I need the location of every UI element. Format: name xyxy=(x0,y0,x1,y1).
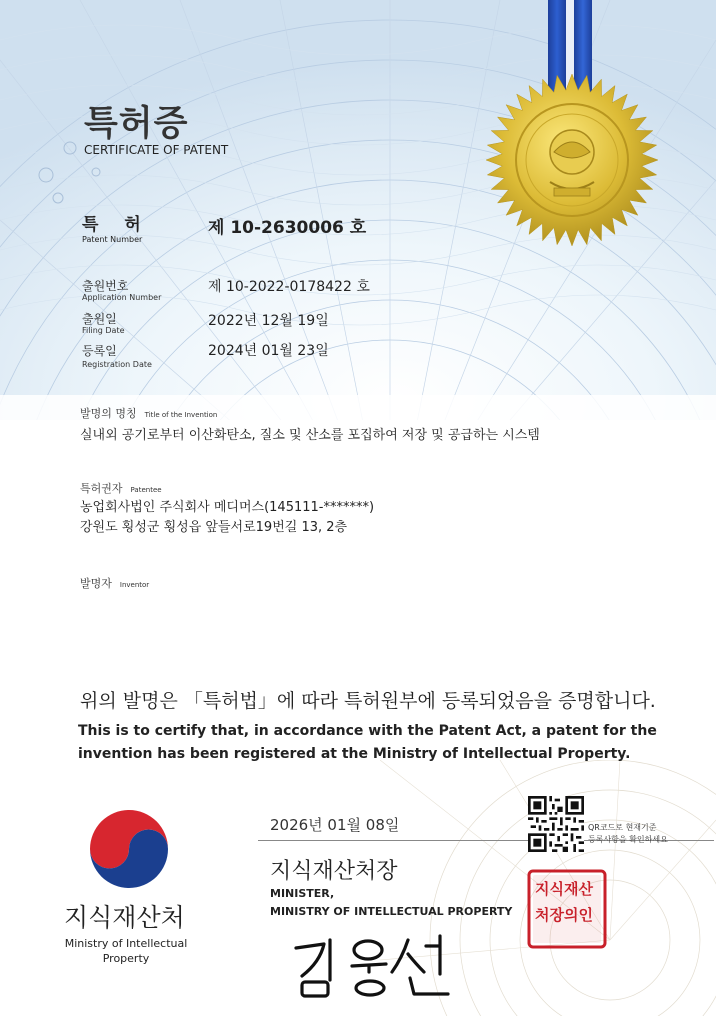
filing-date-value: 2022년 12월 19일 xyxy=(208,313,329,329)
inventor-label xyxy=(80,575,149,591)
qr-caption-line2: 등록사항을 확인하세요 xyxy=(588,835,668,844)
svg-text:지식재산: 지식재산 xyxy=(535,880,593,898)
inventor-label-ko: 발명자 xyxy=(80,577,112,590)
organization-name-en: Ministry of Intellectual Property xyxy=(64,937,188,965)
patentee-address: 강원도 횡성군 횡성읍 앞들서로19번길 13, 2층 xyxy=(80,520,348,535)
patentee-label-ko: 특허권자 xyxy=(80,482,123,495)
certification-text-en: This is to certify that, in accordance with the Patent Act, a patent for the invention has been registered at the Ministry of Intellectual Property. xyxy=(78,723,657,762)
patent-number-value: 제 10-2630006 호 xyxy=(208,218,367,238)
application-number-label-en: Application Number xyxy=(82,293,162,302)
patentee-label xyxy=(80,480,162,496)
qr-caption xyxy=(588,822,668,846)
svg-text:처장의인: 처장의인 xyxy=(535,906,593,924)
invention-title-value: 실내외 공기로부터 이산화탄소, 질소 및 산소를 포집하여 저장 및 공급하는 시스템 xyxy=(80,428,540,443)
qr-caption-line1: QR코드로 현재기준 xyxy=(588,823,657,832)
minister-title-en-line2: MINISTRY OF INTELLECTUAL PROPERTY xyxy=(270,905,513,918)
certificate-title-en: CERTIFICATE OF PATENT xyxy=(84,143,229,157)
minister-title-ko: 지식재산처장 xyxy=(270,859,398,884)
ministry-logo-icon xyxy=(86,806,172,892)
inventor-label-en: Inventor xyxy=(119,581,150,589)
minister-title-en-line1: MINISTER, xyxy=(270,887,335,900)
filing-date-label-en: Filing Date xyxy=(82,326,125,335)
minister-title-en xyxy=(270,885,512,921)
qr-code-icon[interactable] xyxy=(528,796,584,852)
issue-date: 2026년 01월 08일 xyxy=(270,816,400,834)
patentee-name: 농업회사법인 주식회사 메디머스(145111-*******) xyxy=(80,500,375,515)
certificate-title-ko: 특허증 xyxy=(84,104,189,144)
registration-date-label-en: Registration Date xyxy=(82,360,152,369)
official-stamp xyxy=(526,868,608,950)
filing-date-label: 출원일 xyxy=(82,312,117,326)
patent-number-label-en: Patent Number xyxy=(82,235,143,244)
gold-seal-icon xyxy=(484,72,660,248)
patent-number-label: 특 허 xyxy=(82,215,151,235)
certification-text-ko: 위의 발명은 「특허법」에 따라 특허원부에 등록되었음을 증명합니다. xyxy=(80,690,656,712)
registration-date-label: 등록일 xyxy=(82,344,117,358)
organization-name-ko: 지식재산처 xyxy=(64,903,185,932)
minister-signature xyxy=(290,932,460,1002)
registration-date-value: 2024년 01월 23일 xyxy=(208,343,329,359)
application-number-value: 제 10-2022-0178422 호 xyxy=(208,279,370,295)
application-number-label: 출원번호 xyxy=(82,279,129,293)
patentee-label-en: Patentee xyxy=(130,486,162,494)
invention-title-label-en: Title of the Invention xyxy=(144,411,218,419)
invention-title-label-ko: 발명의 명칭 xyxy=(80,407,137,420)
invention-title-label xyxy=(80,405,217,421)
